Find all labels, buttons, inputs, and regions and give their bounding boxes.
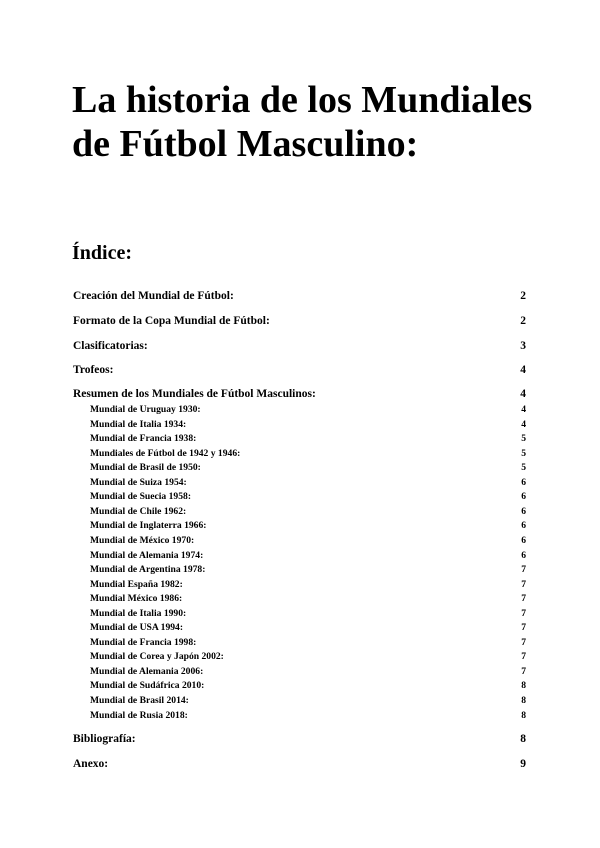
toc-entry-page: 4 xyxy=(520,388,526,400)
toc-subentry[interactable] xyxy=(90,564,526,575)
toc-entry-page: 8 xyxy=(520,733,526,745)
toc-entry-label: Mundiales de Fútbol de 1942 y 1946: xyxy=(90,447,241,459)
toc-entry-page: 8 xyxy=(521,709,526,721)
toc-entry-label: Mundial de Uruguay 1930: xyxy=(90,404,201,415)
toc-subentry[interactable] xyxy=(90,462,526,473)
toc-entry-label: Mundial de Italia 1990: xyxy=(90,607,187,619)
toc-heading: Índice: xyxy=(72,242,132,264)
toc-entry-page: 7 xyxy=(521,651,526,663)
toc-entry-label: Anexo: xyxy=(73,758,109,770)
toc-subentry[interactable] xyxy=(90,404,526,415)
toc-entry-page: 6 xyxy=(521,505,526,517)
toc-entry-page: 4 xyxy=(521,404,526,415)
toc-entry-page: 4 xyxy=(521,418,526,430)
toc-entry-page: 5 xyxy=(521,447,526,459)
toc-entry-label: Resumen de los Mundiales de Fútbol Masculinos: xyxy=(73,388,316,400)
toc-subentry[interactable] xyxy=(90,535,526,546)
toc-entry-label: Bibliografía: xyxy=(73,733,136,745)
toc-entry-label: Mundial de Suiza 1954: xyxy=(90,476,187,488)
toc-entry-label: Mundial de Suecia 1958: xyxy=(90,491,192,503)
toc-entry-page: 9 xyxy=(520,758,526,770)
toc-subentry[interactable] xyxy=(90,448,526,459)
toc-entry-label: Mundial de Argentina 1978: xyxy=(90,564,206,576)
toc-entry-label: Mundial de Alemania 2006: xyxy=(90,665,204,677)
toc-entry-label: Formato de la Copa Mundial de Fútbol: xyxy=(73,315,270,327)
toc-entry-label: Trofeos: xyxy=(73,364,114,376)
toc-entry-page: 7 xyxy=(521,593,526,605)
toc-entry[interactable] xyxy=(73,315,526,327)
document-title xyxy=(72,78,552,166)
toc-entry-page: 5 xyxy=(521,462,526,474)
toc-entry-page: 6 xyxy=(521,549,526,561)
toc-entry-page: 8 xyxy=(521,695,526,706)
toc-subentry[interactable] xyxy=(90,579,526,590)
toc-entry-page: 7 xyxy=(521,636,526,648)
toc-entry[interactable] xyxy=(73,290,526,302)
toc-entry-page: 5 xyxy=(521,433,526,445)
toc-entry-label: Mundial de Inglaterra 1966: xyxy=(90,520,207,532)
toc-entry-label: Mundial de México 1970: xyxy=(90,534,195,546)
toc-entry-page: 6 xyxy=(521,520,526,532)
toc-entry-label: Mundial de Rusia 2018: xyxy=(90,709,188,721)
toc-subentry[interactable] xyxy=(90,550,526,561)
toc-entry-label: Mundial de Sudáfrica 2010: xyxy=(90,680,205,692)
toc-entry-label: Mundial de Chile 1962: xyxy=(90,505,187,517)
toc-entry-page: 7 xyxy=(521,665,526,677)
toc-subentry[interactable] xyxy=(90,666,526,677)
toc-entry-page: 8 xyxy=(521,680,526,692)
toc-subentry[interactable] xyxy=(90,680,526,691)
toc-entry-label: Mundial de Brasil de 1950: xyxy=(90,462,201,474)
toc-entry-label: Creación del Mundial de Fútbol: xyxy=(73,290,234,302)
toc-entry-label: Clasificatorias: xyxy=(73,340,148,352)
toc-entry[interactable] xyxy=(73,758,526,770)
toc-subentry[interactable] xyxy=(90,637,526,648)
toc-subentry[interactable] xyxy=(90,506,526,517)
toc-entry[interactable] xyxy=(73,733,526,745)
toc-subentry[interactable] xyxy=(90,491,526,502)
toc-entry-page: 7 xyxy=(521,607,526,619)
toc-entry-label: Mundial de Francia 1998: xyxy=(90,636,197,648)
toc-entry-page: 2 xyxy=(520,290,526,302)
toc-entry-label: Mundial de Francia 1938: xyxy=(90,433,197,445)
toc-entry-label: Mundial España 1982: xyxy=(90,578,183,590)
toc-entry-page: 3 xyxy=(520,340,526,352)
toc-entry-page: 6 xyxy=(521,534,526,546)
toc-entry[interactable] xyxy=(73,340,526,352)
title-line-2: de Fútbol Masculino: xyxy=(72,123,419,165)
toc-subentry[interactable] xyxy=(90,651,526,662)
toc-subentry[interactable] xyxy=(90,419,526,430)
toc-entry[interactable] xyxy=(73,364,526,376)
toc-entry-label: Mundial de USA 1994: xyxy=(90,622,184,634)
toc-entry-page: 4 xyxy=(520,364,526,376)
toc-subentry[interactable] xyxy=(90,520,526,531)
toc-subentry[interactable] xyxy=(90,477,526,488)
toc-entry-page: 2 xyxy=(520,315,526,327)
toc-subentry[interactable] xyxy=(90,433,526,444)
toc-subentry[interactable] xyxy=(90,593,526,604)
toc-subentry[interactable] xyxy=(90,622,526,633)
toc-subentry[interactable] xyxy=(90,695,526,706)
toc-entry-page: 7 xyxy=(521,564,526,576)
toc-entry-page: 7 xyxy=(521,578,526,590)
toc-entry-label: Mundial de Alemania 1974: xyxy=(90,549,204,561)
toc-entry-label: Mundial de Italia 1934: xyxy=(90,418,187,430)
toc-entry[interactable] xyxy=(73,388,526,400)
toc-entry-page: 6 xyxy=(521,491,526,503)
toc-entry-label: Mundial de Brasil 2014: xyxy=(90,695,189,706)
toc-entry-label: Mundial México 1986: xyxy=(90,593,183,605)
toc-entry-page: 6 xyxy=(521,476,526,488)
toc-entry-label: Mundial de Corea y Japón 2002: xyxy=(90,651,224,663)
title-line-1: La historia de los Mundiales xyxy=(72,79,533,121)
toc-subentry[interactable] xyxy=(90,710,526,721)
toc-entry-page: 7 xyxy=(521,622,526,634)
toc-subentry[interactable] xyxy=(90,608,526,619)
